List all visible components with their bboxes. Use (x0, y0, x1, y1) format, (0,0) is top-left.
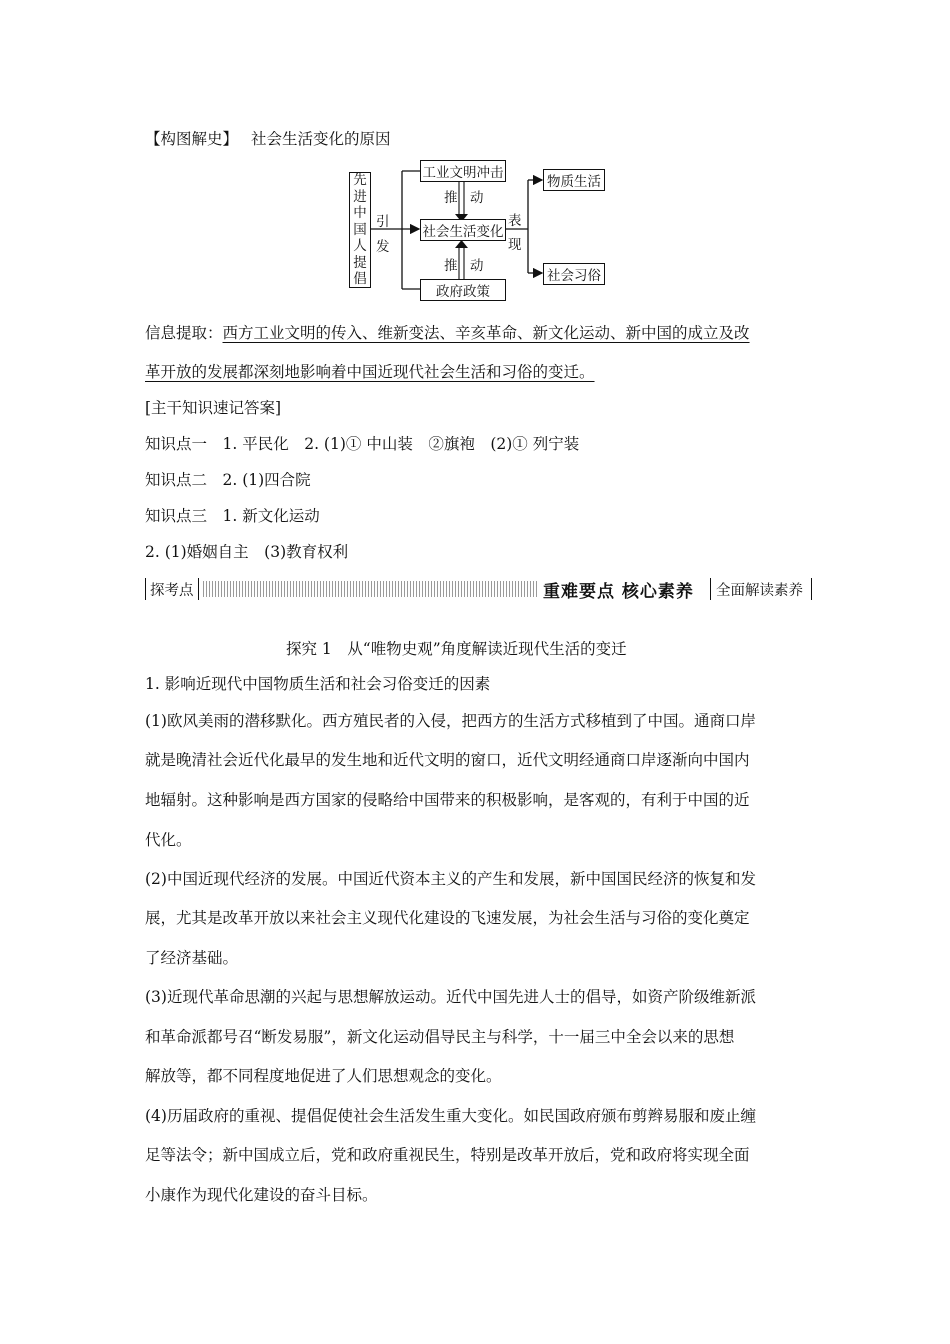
label-biao: 表 (508, 213, 522, 229)
label-fa: 发 (376, 239, 390, 255)
band-divider (145, 578, 146, 600)
answer-item-4: 2. (1)婚姻自主 (3)教育权利 (145, 543, 349, 561)
band-right-label: 全面解读素养 (716, 583, 803, 599)
band-divider (198, 578, 199, 600)
label-push: 推 (444, 258, 458, 274)
industrial-impact-box: 工业文明冲击 (420, 160, 506, 182)
header-topic: 社会生活变化的原因 (250, 130, 391, 148)
label-yin: 引 (376, 214, 390, 230)
inquiry-title: 探究 1 从“唯物史观”角度解读近现代生活的变迁 (286, 640, 627, 658)
info-line-1 (145, 323, 810, 343)
left-box-char: 进 (353, 188, 367, 205)
answer-item-3: 知识点三 1. 新文化运动 (145, 507, 320, 525)
left-box-char: 提 (353, 254, 367, 271)
left-box-char: 先 (353, 172, 367, 189)
paragraph-1-line: 地辐射。这种影响是西方国家的侵略给中国带来的积极影响，是客观的，有利于中国的近 (145, 791, 750, 809)
paragraph-2-line: 展，尤其是改革开放以来社会主义现代化建设的飞速发展，为社会生活与习俗的变化奠定 (145, 909, 750, 927)
info-text-2: 革开放的发展都深刻地影响着中国近现代社会生活和习俗的变迁。 (145, 363, 595, 381)
paragraph-4-line: 足等法令；新中国成立后，党和政府重视民生，特别是改革开放后，党和政府将实现全面 (145, 1146, 750, 1164)
band-hatch (203, 581, 537, 597)
answers-heading: [主干知识速记答案] (145, 399, 282, 417)
section-band (145, 576, 813, 602)
left-box-char: 人 (353, 238, 367, 255)
paragraph-3-line: (3)近现代革命思潮的兴起与思想解放运动。近代中国先进人士的倡导，如资产阶级维新派 (145, 988, 756, 1006)
info-line-2 (145, 362, 810, 382)
answer-item-1: 知识点一 1. 平民化 2. (1)① 中山装 ②旗袍 (2)① 列宁装 (145, 435, 580, 453)
left-box-char: 中 (353, 205, 367, 222)
label-xian: 现 (508, 237, 522, 253)
label-drive: 动 (470, 258, 484, 274)
paragraph-2-line: (2)中国近现代经济的发展。中国近代资本主义的产生和发展，新中国国民经济的恢复和发 (145, 870, 756, 888)
point-heading: 1. 影响近现代中国物质生活和社会习俗变迁的因素 (145, 675, 491, 693)
band-divider (710, 578, 711, 600)
paragraph-1-line: (1)欧风美雨的潜移默化。西方殖民者的入侵，把西方的生活方式移植到了中国。通商口岸 (145, 712, 756, 730)
paragraph-3-line: 解放等，都不同程度地促进了人们思想观念的变化。 (145, 1067, 502, 1085)
band-left-label: 探考点 (150, 583, 194, 599)
label-drive: 动 (470, 190, 484, 206)
left-box-char: 倡 (353, 271, 367, 288)
advanced-chinese-box (349, 172, 371, 288)
paragraph-3-line: 和革命派都号召“断发易服”，新文化运动倡导民主与科学，十一届三中全会以来的思想 (145, 1028, 735, 1046)
info-text-1: 西方工业文明的传入、维新变法、辛亥革命、新文化运动、新中国的成立及改 (222, 324, 750, 342)
social-customs-box: 社会习俗 (543, 263, 605, 285)
government-policy-box: 政府政策 (420, 279, 506, 301)
social-life-change-box: 社会生活变化 (420, 219, 506, 241)
label-push: 推 (444, 190, 458, 206)
band-divider (811, 578, 812, 600)
paragraph-2-line: 了经济基础。 (145, 949, 239, 967)
info-label: 信息提取： (145, 324, 223, 342)
answer-item-2: 知识点二 2. (1)四合院 (145, 471, 311, 489)
band-center-title: 重难要点 核心素养 (543, 582, 694, 602)
material-life-box: 物质生活 (543, 169, 605, 191)
paragraph-1-line: 代化。 (145, 831, 192, 849)
paragraph-1-line: 就是晚清社会近代化最早的发生地和近代文明的窗口，近代文明经通商口岸逐渐向中国内 (145, 751, 750, 769)
arrow-up (455, 240, 468, 248)
paragraph-4-line: 小康作为现代化建设的奋斗目标。 (145, 1186, 378, 1204)
paragraph-4-line: (4)历届政府的重视、提倡促使社会生活发生重大变化。如民国政府颁布剪辫易服和废止缠 (145, 1107, 756, 1125)
header-bracket-title: 【构图解史】 (145, 130, 239, 148)
left-box-char: 国 (353, 221, 367, 238)
